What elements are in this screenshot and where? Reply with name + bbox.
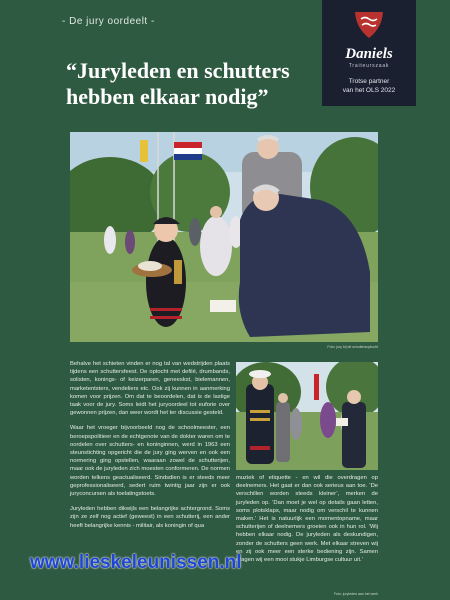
sponsor-tagline-line-1: Trotse partner [348, 78, 390, 85]
watermark-text: www.lieskeleunissen.nl [30, 552, 242, 573]
sponsor-emblem-icon [322, 10, 416, 45]
article-paragraph: Waar het vroeger bijvoorbeeld nog de schoolmeester, een beroepspolitieer en de echtgenote van de dokter waren om te oordelen over schutters- en koninginnen, werd in 1963 een steunstichting opgericht die de jury ging werven en ook een normering ging opstellen, waaraan zowel de schutterijen, maar ook de juryleden zich moesten conformeren. De normen worden telkens geactualiseerd. Sindsdien is er steeds meer geprofessionaliseerd, sedert ruim twintig jaar zijn er ook juryconcursen als toelatingstoets. [70, 425, 230, 498]
sponsor-subtitle: Traiteurszaak [348, 63, 390, 69]
headline-line-1: “Juryleden en schutters [66, 58, 290, 83]
sponsor-box [322, 0, 416, 106]
main-photo [70, 132, 378, 342]
sponsor-tagline [322, 77, 416, 95]
section-label: - De jury oordeelt - [62, 16, 155, 27]
main-photo-caption: Foto: jury bij de schuttersoptocht [327, 345, 378, 349]
page-title [66, 58, 316, 110]
headline-line-2: hebben elkaar nodig” [66, 84, 269, 109]
article-paragraph: Juryleden hebben dikwijls een belangrijke achtergrond. Soms zijn ze zelf nog actief (geweest) in een schutterij, een ander heeft belangrijke kennis - militair, als koningin of qua [70, 506, 230, 529]
sponsor-tagline-line-2: van het OLS 2022 [342, 87, 396, 94]
sponsor-name: Daniels [345, 46, 393, 62]
article-paragraph: Behalve het schieten vinden er nog tal van wedstrijden plaats tijdens een schuttersfeest. De optocht met defilé, drumbands, solisten, konings- of keizerparen, geneeskst, bielemannen, marketentsters, vendeliers etc. Ook zij kunnen in aanmerking komen voor prijzen. Om dat te beoordelen, dat is de lastige taak voor de jury. Soms leidt het juryoordeel tot euforie over gewonnen prijzen, dan weer wordt het ter discussie gesteld. [70, 361, 230, 417]
article-right-column [236, 474, 378, 564]
secondary-photo [236, 362, 378, 470]
secondary-photo-caption: Foto: juryleden aan het werk [333, 592, 378, 596]
article-paragraph: muziek of etiquette - en wil die overdragen op deelnemers. Het gaat er dan ook serieus aan toe. ‘De verschillen worden steeds kleiner’, merken de juryleden op. ‘Dan moet je wel op details gaan letten, soms plotsklaps, maar nodig om verschil te kunnen maken.’ Het is natuurlijk een momentopname, maar schutterijen of deelnemers groeien ook in hun rol. ‘Wij hebben elkaar nodig. De juryleden als deskundigen, zonder de schutters geen werk. Met elkaar streven wij en zij ook meer een sterke bediening zijn. Samen dragen wij een mooi stukje Limburgse cultuur uit.’ [236, 475, 378, 564]
article-left-column [70, 360, 230, 537]
